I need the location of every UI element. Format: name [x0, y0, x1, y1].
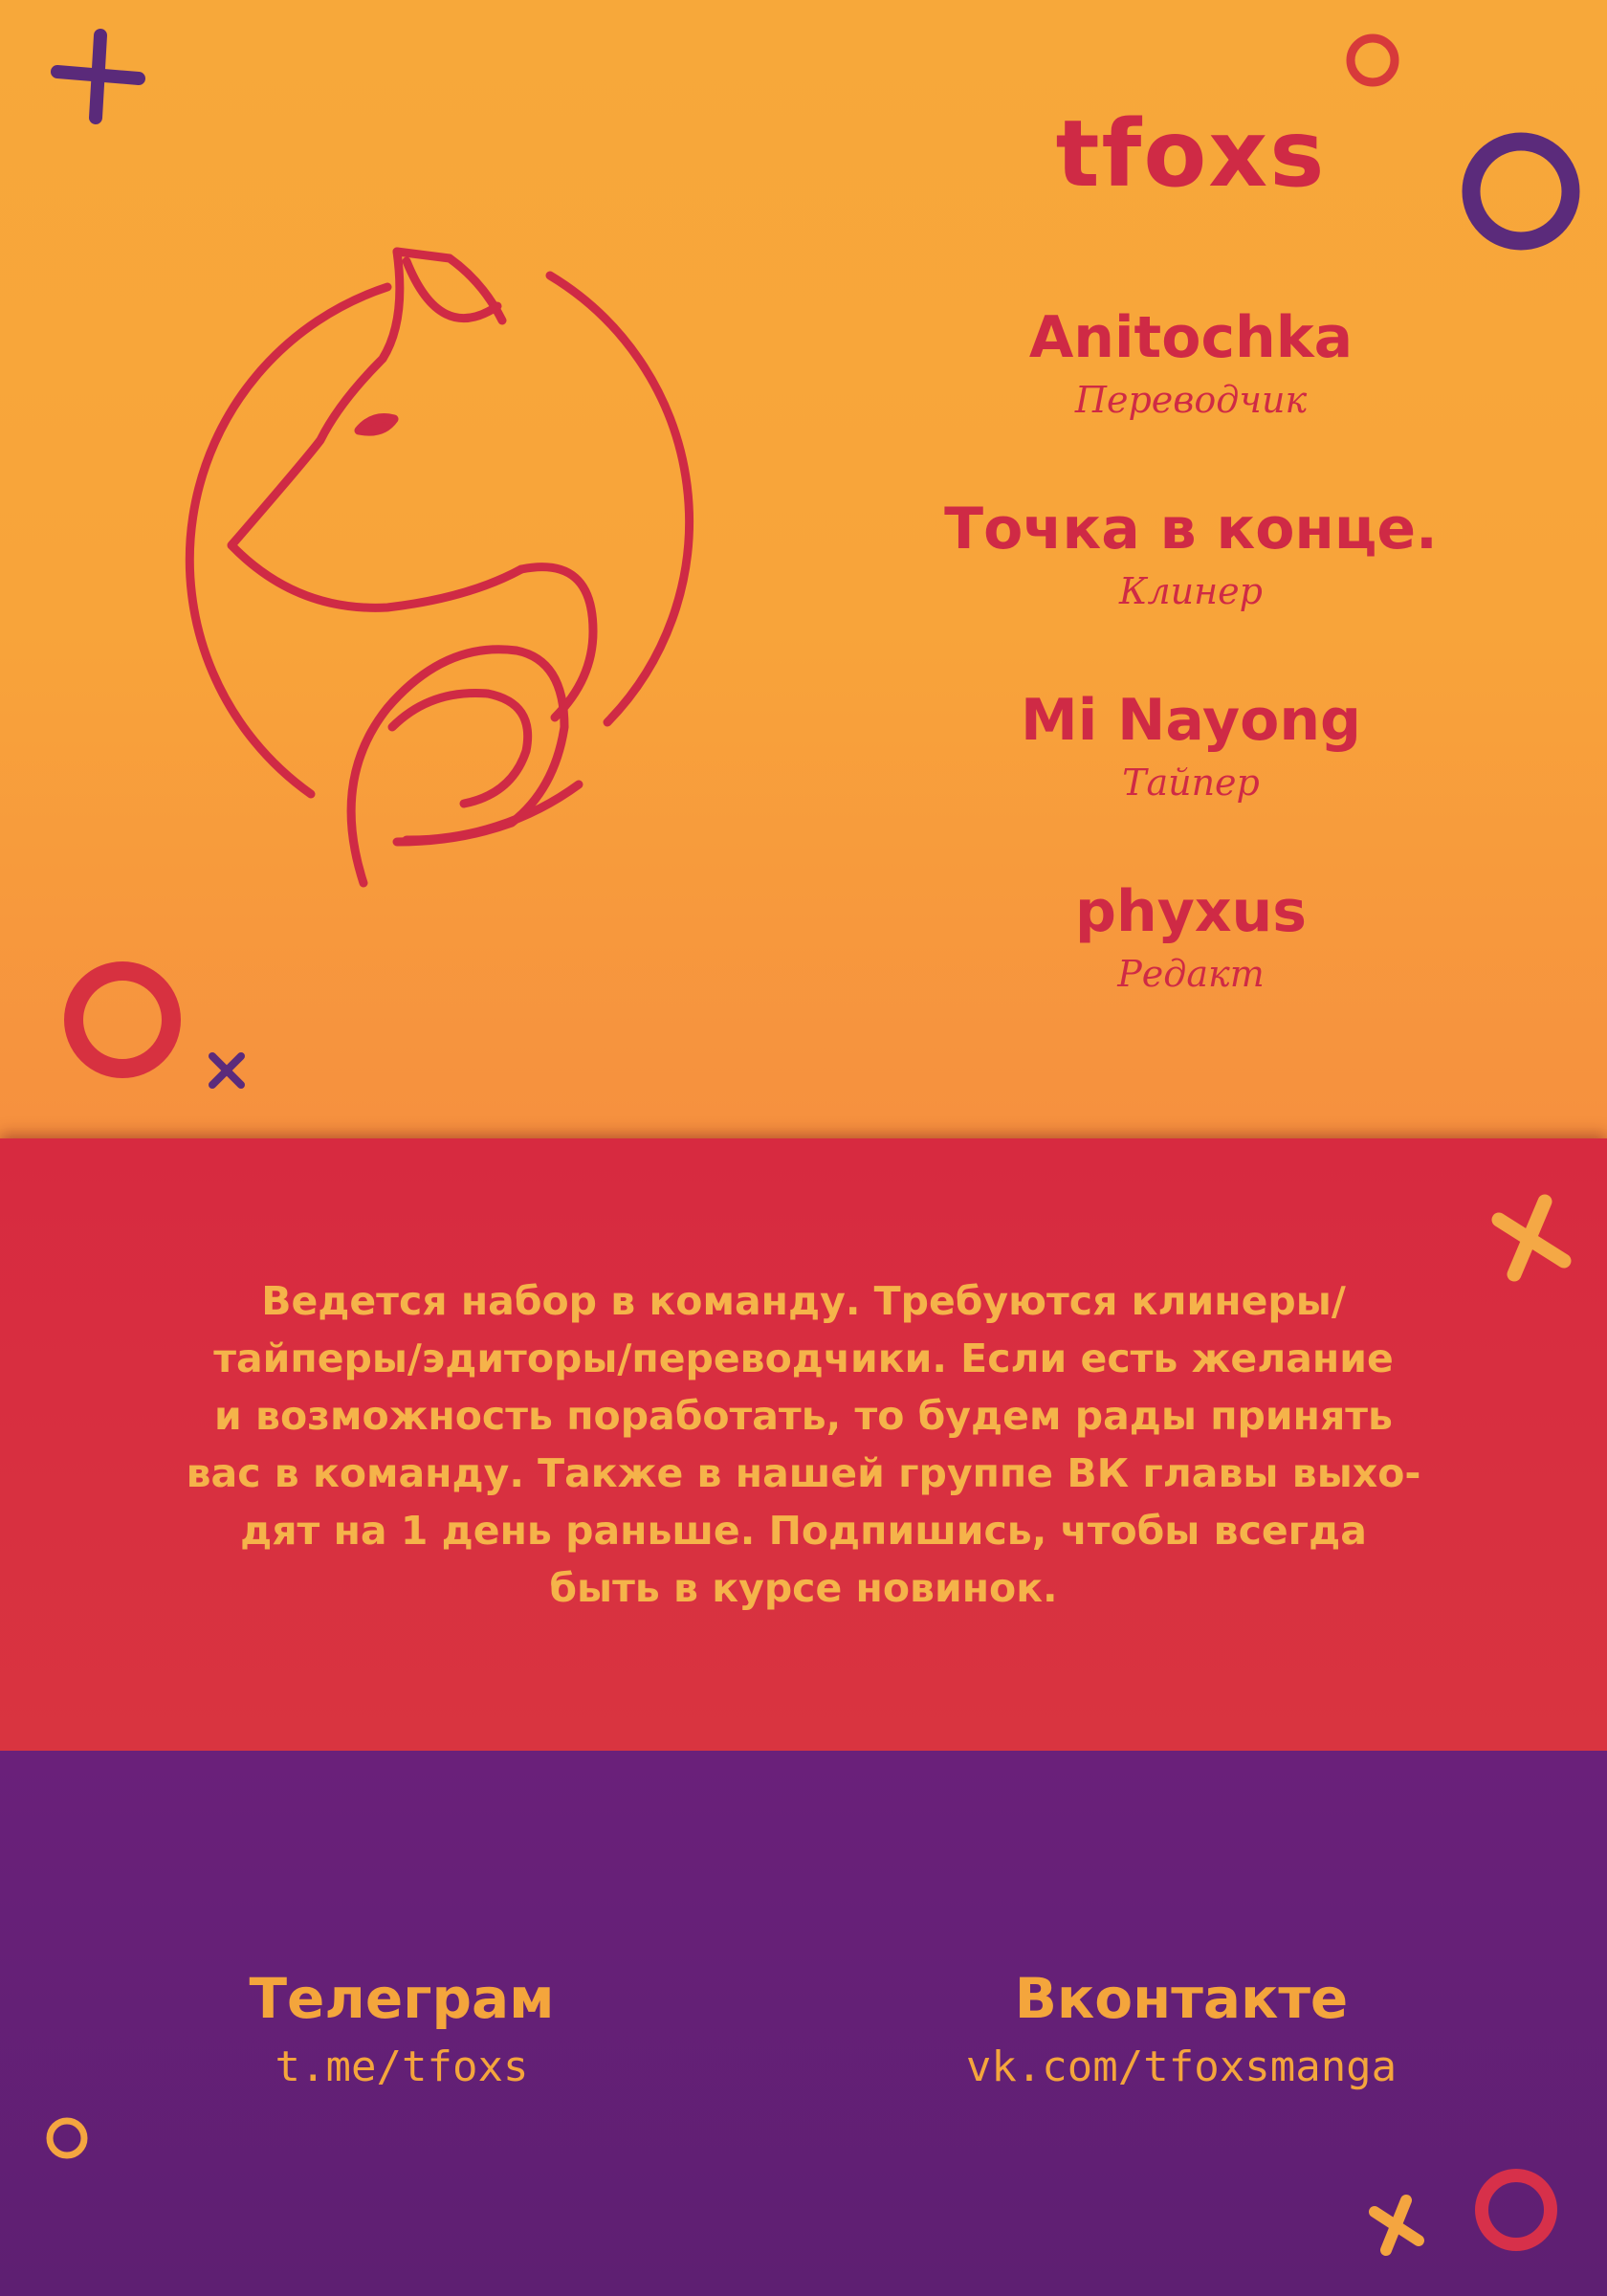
message-line: и возможность поработать, то будем рады принять: [214, 1393, 1393, 1439]
recruitment-message: [143, 1272, 1464, 1617]
telegram-link[interactable]: t.me/tfoxs: [275, 2042, 529, 2091]
cross-icon: [1363, 2191, 1430, 2258]
cross-icon: [1478, 1186, 1583, 1292]
ring-icon: [1339, 27, 1406, 94]
message-line: дят на 1 день раньше. Подпишись, чтобы всегда: [240, 1508, 1367, 1554]
member-name: Anitochka: [1028, 304, 1354, 371]
plus-icon: [48, 24, 153, 129]
team-member: [918, 306, 1464, 421]
site-title: tfoxs: [1055, 100, 1327, 208]
ring-icon: [1459, 129, 1583, 254]
ring-icon: [43, 2114, 91, 2162]
vk-contact: [894, 1966, 1468, 2091]
cross-icon: [203, 1047, 251, 1094]
fox-logo-icon: [143, 230, 756, 899]
message-line: Ведется набор в команду. Требуются клинеры/: [261, 1278, 1346, 1324]
member-role: Редакт: [1117, 953, 1265, 995]
member-role: Переводчик: [1074, 379, 1308, 421]
ring-icon: [1468, 2162, 1564, 2258]
message-line: тайперы/эдиторы/переводчики. Если есть желание: [213, 1336, 1394, 1381]
team-member: [918, 497, 1464, 612]
vk-link[interactable]: vk.com/tfoxsmanga: [965, 2042, 1398, 2091]
message-line: вас в команду. Также в нашей группе ВК главы выхо-: [186, 1450, 1421, 1496]
ring-icon: [57, 955, 191, 1089]
member-name: Mi Nayong: [1020, 687, 1361, 754]
telegram-title: Телеграм: [249, 1966, 555, 2031]
member-role: Тайпер: [1122, 762, 1260, 804]
message-line: быть в курсе новинок.: [549, 1565, 1058, 1611]
team-member: [918, 689, 1464, 804]
telegram-contact: [115, 1966, 689, 2091]
team-member: [918, 880, 1464, 995]
vk-title: Вконтакте: [1014, 1966, 1349, 2031]
member-role: Клинер: [1119, 570, 1263, 612]
member-name: Точка в конце.: [944, 496, 1438, 563]
member-name: phyxus: [1075, 878, 1307, 945]
